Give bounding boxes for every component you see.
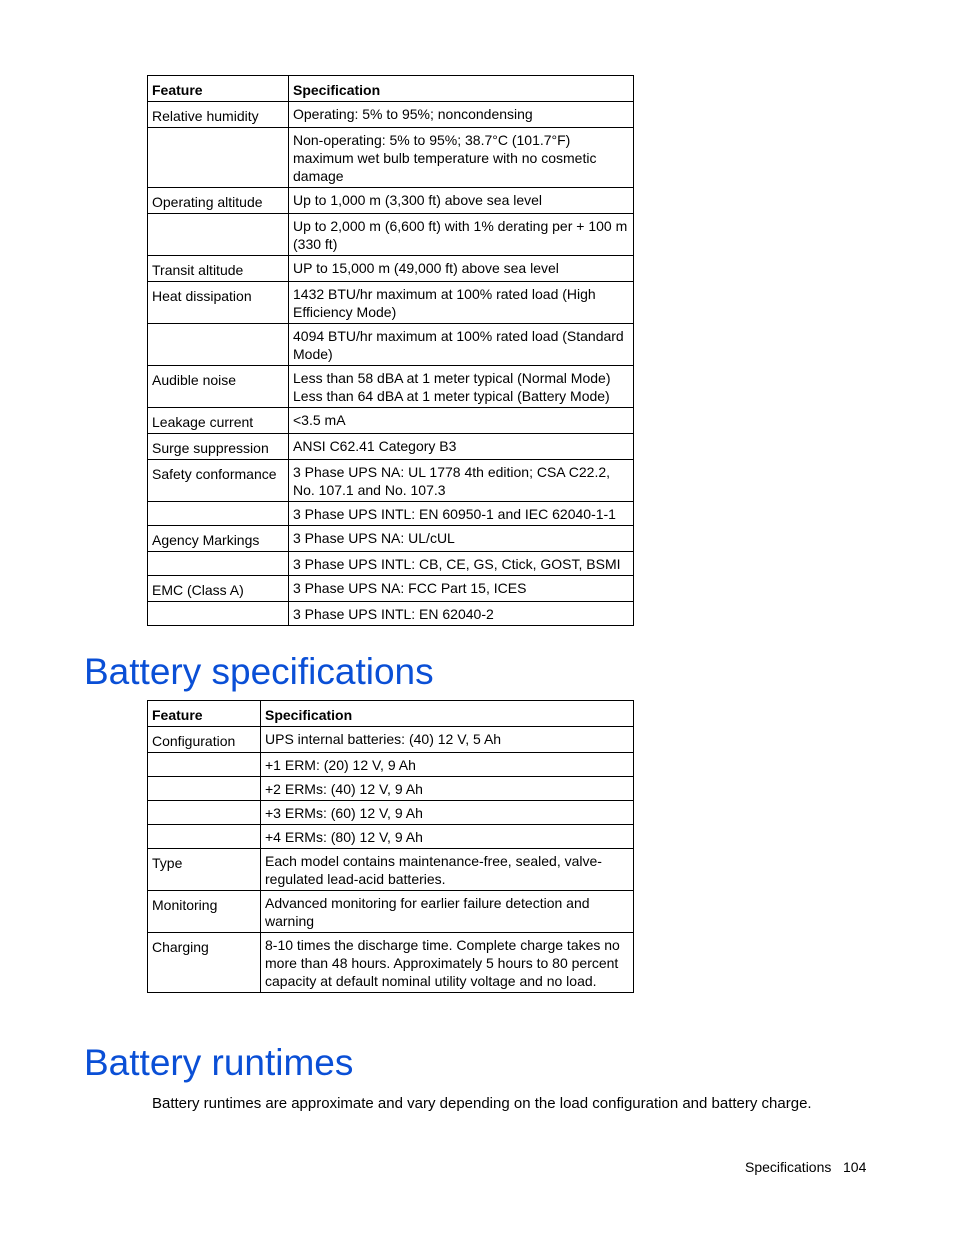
table-row [148, 753, 634, 777]
table-row [148, 727, 634, 753]
column-header-specification: Specification [261, 701, 634, 727]
specification-cell: +4 ERMs: (80) 12 V, 9 Ah [261, 825, 634, 849]
table-row [148, 777, 634, 801]
feature-cell [148, 777, 261, 801]
specification-cell: 4094 BTU/hr maximum at 100% rated load (Standard Mode) [289, 324, 634, 366]
table-row [148, 188, 634, 214]
feature-cell: Transit altitude [148, 256, 289, 282]
feature-cell: Charging [148, 933, 261, 993]
footer-page-number: 104 [843, 1159, 867, 1175]
feature-cell: EMC (Class A) [148, 576, 289, 602]
table-row [148, 933, 634, 993]
table-row [148, 434, 634, 460]
column-header-feature: Feature [148, 76, 289, 102]
feature-cell [148, 825, 261, 849]
table-row [148, 128, 634, 188]
specification-cell: Less than 58 dBA at 1 meter typical (Normal Mode) Less than 64 dBA at 1 meter typical (Battery Mode) [289, 366, 634, 408]
specification-cell: +1 ERM: (20) 12 V, 9 Ah [261, 753, 634, 777]
specification-cell: Up to 2,000 m (6,600 ft) with 1% derating per + 100 m (330 ft) [289, 214, 634, 256]
specification-cell: ANSI C62.41 Category B3 [289, 434, 634, 460]
table-row [148, 502, 634, 526]
specification-cell: 3 Phase UPS INTL: EN 62040-2 [289, 602, 634, 626]
feature-cell [148, 753, 261, 777]
battery-runtimes-paragraph: Battery runtimes are approximate and vary depending on the load configuration and battery charge. [152, 1095, 812, 1112]
specification-cell: +3 ERMs: (60) 12 V, 9 Ah [261, 801, 634, 825]
column-header-specification: Specification [289, 76, 634, 102]
feature-cell [148, 502, 289, 526]
table-row [148, 891, 634, 933]
feature-cell: Heat dissipation [148, 282, 289, 324]
table-row [148, 576, 634, 602]
specification-cell: UPS internal batteries: (40) 12 V, 5 Ah [261, 727, 634, 753]
table-header-row [148, 76, 634, 102]
specification-cell: 3 Phase UPS NA: UL 1778 4th edition; CSA C22.2, No. 107.1 and No. 107.3 [289, 460, 634, 502]
environmental-spec-table [147, 75, 634, 626]
table-row [148, 214, 634, 256]
feature-cell: Configuration [148, 727, 261, 753]
table-row [148, 408, 634, 434]
table-row [148, 526, 634, 552]
table-row [148, 324, 634, 366]
feature-cell [148, 552, 289, 576]
table-row [148, 102, 634, 128]
feature-cell [148, 128, 289, 188]
feature-cell: Relative humidity [148, 102, 289, 128]
specification-cell: Advanced monitoring for earlier failure detection and warning [261, 891, 634, 933]
specification-cell: 3 Phase UPS NA: FCC Part 15, ICES [289, 576, 634, 602]
table-row [148, 825, 634, 849]
feature-cell: Operating altitude [148, 188, 289, 214]
battery-runtimes-heading: Battery runtimes [84, 1042, 354, 1083]
specification-cell: <3.5 mA [289, 408, 634, 434]
feature-cell: Leakage current [148, 408, 289, 434]
specification-cell: Operating: 5% to 95%; noncondensing [289, 102, 634, 128]
battery-spec-table [147, 700, 634, 993]
specification-cell: UP to 15,000 m (49,000 ft) above sea level [289, 256, 634, 282]
specification-cell: 3 Phase UPS NA: UL/cUL [289, 526, 634, 552]
table-row [148, 256, 634, 282]
specification-cell: Each model contains maintenance-free, sealed, valve-regulated lead-acid batteries. [261, 849, 634, 891]
feature-cell: Audible noise [148, 366, 289, 408]
table-row [148, 366, 634, 408]
table-row [148, 801, 634, 825]
specification-cell: 1432 BTU/hr maximum at 100% rated load (High Efficiency Mode) [289, 282, 634, 324]
specification-cell: 8-10 times the discharge time. Complete charge takes no more than 48 hours. Approximately 5 hours to 80 percent capacity at default nominal utility voltage and no load. [261, 933, 634, 993]
feature-cell [148, 214, 289, 256]
table-row [148, 602, 634, 626]
specification-cell: Up to 1,000 m (3,300 ft) above sea level [289, 188, 634, 214]
specification-cell: +2 ERMs: (40) 12 V, 9 Ah [261, 777, 634, 801]
column-header-feature: Feature [148, 701, 261, 727]
feature-cell: Agency Markings [148, 526, 289, 552]
table-row [148, 552, 634, 576]
feature-cell: Type [148, 849, 261, 891]
table-row [148, 282, 634, 324]
battery-specifications-heading: Battery specifications [84, 651, 434, 692]
specification-cell: Non-operating: 5% to 95%; 38.7°C (101.7°F) maximum wet bulb temperature with no cosmetic damage [289, 128, 634, 188]
feature-cell: Surge suppression [148, 434, 289, 460]
specification-cell: 3 Phase UPS INTL: CB, CE, GS, Ctick, GOST, BSMI [289, 552, 634, 576]
feature-cell [148, 602, 289, 626]
feature-cell: Monitoring [148, 891, 261, 933]
feature-cell [148, 801, 261, 825]
table-header-row [148, 701, 634, 727]
specification-cell: 3 Phase UPS INTL: EN 60950-1 and IEC 62040-1-1 [289, 502, 634, 526]
feature-cell: Safety conformance [148, 460, 289, 502]
footer-section-name: Specifications [745, 1159, 832, 1175]
table-row [148, 849, 634, 891]
table-row [148, 460, 634, 502]
feature-cell [148, 324, 289, 366]
